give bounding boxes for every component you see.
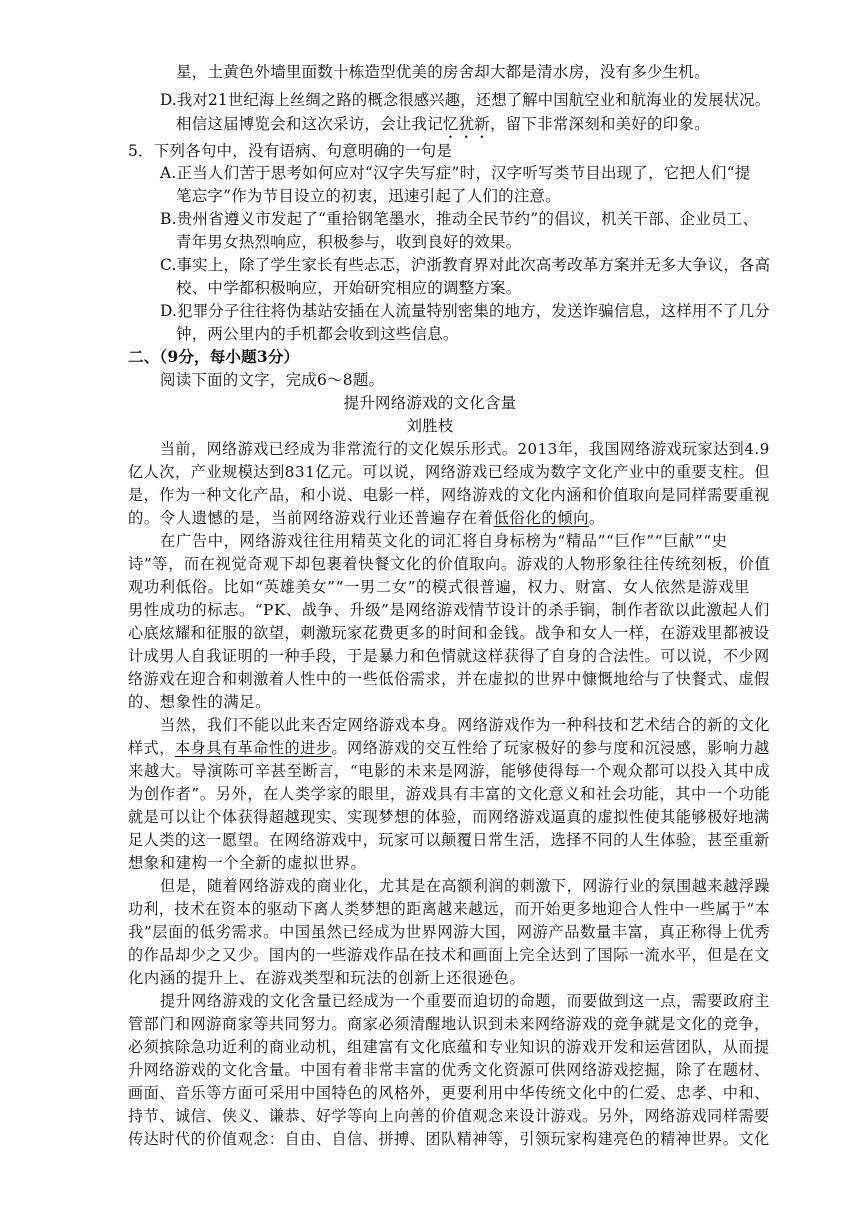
q5-option-b-line-2: 青年男女热烈响应，积极参与，收到良好的效果。 xyxy=(176,233,522,251)
article-p5-line: 画面、音乐等方面可采用中国特色的风格外，更要利用中华传统文化中的仁爱、忠孝、中和、 xyxy=(128,1084,770,1102)
q5-option-b-line-1: B.贵州省遵义市发起了“重拾钢笔墨水，推动全民节约”的倡议，机关干部、企业员工、 xyxy=(160,210,759,228)
q4-option-d-line-2 xyxy=(176,113,710,142)
article-p2-line: 计成男人自我证明的一种手段，于是暴力和色情就这样获得了自身的合法性。可以说，不少网 xyxy=(128,647,770,665)
article-p1-text-end: 。 xyxy=(589,509,605,527)
article-p3-line: 想象和建构一个全新的虚拟世界。 xyxy=(128,854,367,872)
article-p2-line: 在广告中，网络游戏往往用精英文化的词汇将自身标榜为“精品”“巨作”“巨献”“史 xyxy=(160,532,728,550)
article-p1-line: 亿人次，产业规模达到831亿元。可以说，网络游戏已经成为数字文化产业中的重要支柱。但 xyxy=(128,463,771,481)
article-p3-line: 为创作者”。另外，在人类学家的眼里，游戏具有丰富的文化意义和社会功能，其中一个功能 xyxy=(128,785,771,803)
section-two-instruction: 阅读下面的文字，完成6～8题。 xyxy=(160,371,385,389)
article-p2-line: 诗”等，而在视觉奇观下却包裹着快餐文化的价值取向。游戏的人物形象往往传统刻板，价值 xyxy=(128,555,771,573)
article-p3-line: 足人类的这一愿望。在网络游戏中，玩家可以颠覆日常生活，选择不同的人生体验，甚至重新 xyxy=(128,831,770,849)
article-p3-line: 来越大。导演陈可辛甚至断言，“电影的未来是网游，能够使得每一个观众都可以投入其中成 xyxy=(128,762,771,780)
article-p3-line xyxy=(128,737,770,759)
article-p5-line: 传达时代的价值观念：自由、自信、拼搏、团队精神等，引领玩家构建亮色的精神世界。文化 xyxy=(128,1130,770,1148)
article-p2-line: 观功利低俗。比如“英雄美女”“一男二女”的模式很普遍，权力、财富、女人依然是游戏里 xyxy=(128,578,750,596)
section-two-heading: 二、（9分，每小题3分） xyxy=(128,347,300,366)
article-p1-line: 当前，网络游戏已经成为非常流行的文化娱乐形式。2013年，我国网络游戏玩家达到4.9 xyxy=(160,440,770,458)
article-p5-line: 必须摈除急功近利的商业动机，组建富有文化底蕴和专业知识的游戏开发和运营团队，从而提 xyxy=(128,1038,770,1056)
q5-stem: 5．下列各句中，没有语病、句意明确的一句是 xyxy=(128,142,453,160)
q4-option-d-text-end: ，留下非常深刻和美好的印象。 xyxy=(490,115,710,133)
q5-option-a-line-2: 笔忘字”作为节目设立的初衷，迅速引起了人们的注意。 xyxy=(176,187,561,205)
article-p4-line: 但是，随着网络游戏的商业化，尤其是在高额利润的刺激下，网游行业的氛围越来越浮躁 xyxy=(160,877,771,895)
article-title: 提升网络游戏的文化含量 xyxy=(343,394,517,412)
underlined-phrase-vulgarization: 低俗化的倾向 xyxy=(493,509,590,527)
q4-option-d-text: 相信这届博览会和这次采访，会让我记 xyxy=(176,115,443,133)
article-p1-line: 是，作为一种文化产品，和小说、电影一样，网络游戏的文化内涵和价值取向是同样需要重视 xyxy=(128,486,770,504)
q4-option-d-emphasized-word: 忆犹新 xyxy=(442,115,491,133)
article-p3-text-end: 。网络游戏的交互性给了玩家极好的参与度和沉浸感，影响力越 xyxy=(331,739,770,757)
article-p5-line: 提升网络游戏的文化含量已经成为一个重要而迫切的命题，而要做到这一点，需要政府主 xyxy=(160,992,771,1010)
article-p3-line: 当然，我们不能以此来否定网络游戏本身。网络游戏作为一种科技和艺术结合的新的文化 xyxy=(160,716,771,734)
underlined-phrase-revolutionary-progress: 本身具有革命性的进步 xyxy=(174,739,332,757)
article-p2-line: 男性成功的标志。“PK、战争、升级”是网络游戏情节设计的杀手锏，制作者欲以此激起人们 xyxy=(128,601,770,619)
article-author: 刘胜枝 xyxy=(406,417,454,435)
q4-option-d-line-1: D.我对21世纪海上丝绸之路的概念很感兴趣，还想了解中国航空业和航海业的发展状况。 xyxy=(160,91,771,109)
q5-option-d-line-1: D.犯罪分子往往将伪基站安插在人流量特别密集的地方，发送诈骗信息，这样用不了几分 xyxy=(160,302,770,320)
article-p4-line: 化内涵的提升上、在游戏类型和玩法的创新上还很逊色。 xyxy=(128,969,526,987)
q5-option-c-line-1: C.事实上，除了学生家长有些忐忑，沪浙教育界对此次高考改革方案并无多大争议，各高 xyxy=(160,256,771,274)
q4-option-c-continuation: 星，土黄色外墙里面数十栋造型优美的房舍却大都是清水房，没有多少生机。 xyxy=(176,63,710,81)
article-p4-line: 的作品却少之又少。国内的一些游戏作品在技术和画面上完全达到了国际一流水平，但是在文 xyxy=(128,946,770,964)
article-p2-line: 心底炫耀和征服的欲望，刺激玩家花费更多的时间和金钱。战争和女人一样，在游戏里都被设 xyxy=(128,624,770,642)
q5-option-c-line-2: 校、中学都积极响应，开始研究相应的调整方案。 xyxy=(176,279,522,297)
article-p3-text: 样式， xyxy=(128,739,175,757)
q5-option-a-line-1: A.正当人们苦于思考如何应对“汉字失写症”时，汉字听写类节目出现了，它把人们“提 xyxy=(160,164,751,182)
article-p4-line: 我”层面的低劣需求。中国虽然已经成为世界网游大国，网游产品数量丰富，真正称得上优秀 xyxy=(128,923,771,941)
article-p1-text: 的。令人遗憾的是，当前网络游戏行业还普遍存在着 xyxy=(128,509,494,527)
article-p2-line: 的、想象性的满足。 xyxy=(128,693,272,711)
article-p5-line: 持节、诚信、侠义、谦恭、好学等向上向善的价值观念来设计游戏。另外，网络游戏同样需要 xyxy=(128,1107,770,1125)
article-p5-line: 升网络游戏的文化含量。中国有着非常丰富的优秀文化资源可供网络游戏挖掘，除了在题材、 xyxy=(128,1061,770,1079)
article-p4-line: 功利，技术在资本的驱动下离人类梦想的距离越来越远，而开始更多地迎合人性中一些属于“本 xyxy=(128,900,771,918)
article-p2-line: 络游戏在迎合和刺激着人性中的一些低俗需求，并在虚拟的世界中慷慨地给与了快餐式、虚假 xyxy=(128,670,770,688)
article-p3-line: 就是可以让个体获得超越现实、实现梦想的体验，而网络游戏逼真的虚拟性使其能够极好地满 xyxy=(128,808,770,826)
article-p5-line: 管部门和网游商家等共同努力。商家必须清醒地认识到未来网络游戏的竞争就是文化的竞争， xyxy=(128,1015,770,1033)
article-p1-line xyxy=(128,507,605,529)
q5-option-d-line-2: 钟，两公里内的手机都会收到这些信息。 xyxy=(176,325,459,343)
